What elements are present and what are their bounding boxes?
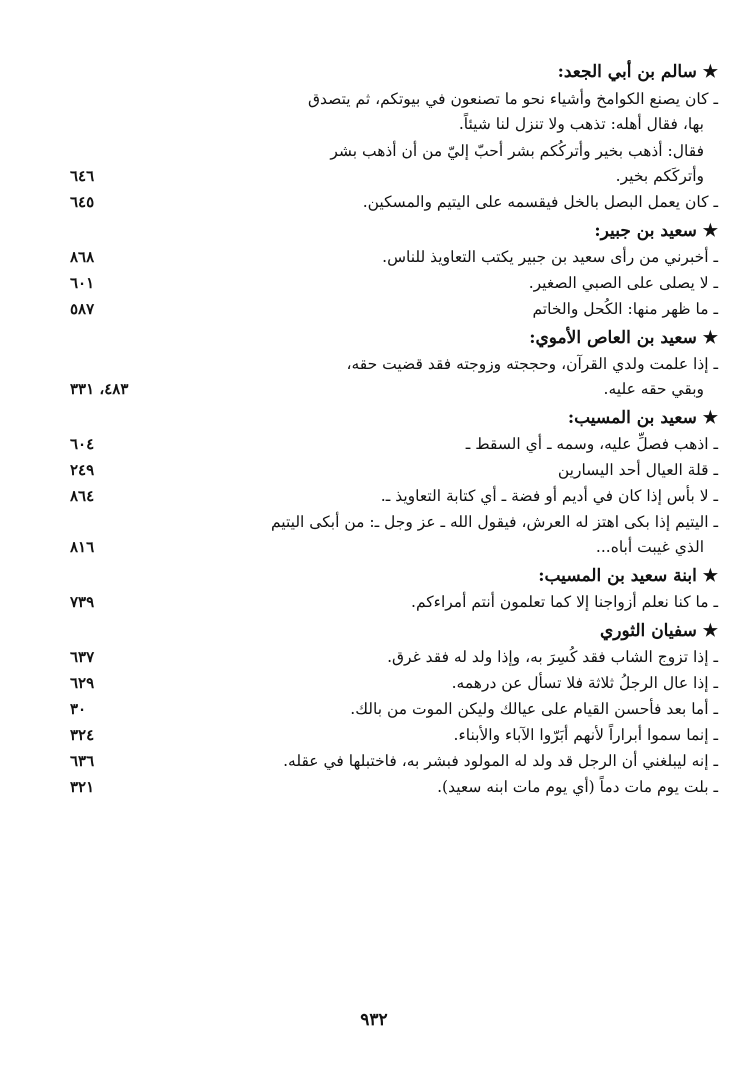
page-reference: ٣٢٤	[70, 726, 95, 744]
index-entry	[40, 673, 718, 693]
entry-text: ـ إنما سموا أبراراً لأنهم أبَرّوا الآباء والأبناء.	[453, 726, 718, 744]
entry-text: بها، فقال أهله: تذهب ولا تنزل لنا شيئاً.	[458, 115, 704, 133]
index-entry	[40, 777, 718, 797]
entry-text: ـ كان يعمل البصل بالخل فيقسمه على اليتيم والمسكين.	[362, 193, 718, 211]
entry-text: ـ إذا علمت ولدي القرآن، وحججته وزوجته فقد قضيت حقه،	[346, 355, 718, 373]
page-reference: ٨٦٨	[70, 248, 95, 266]
entry-text: ـ إذا عال الرجلُ ثلاثة فلا تسأل عن درهمه.	[451, 674, 718, 692]
page-reference: ٣٢١	[70, 778, 95, 796]
entry-text: ـ اليتيم إذا بكى اهتز له العرش، فيقول الله ـ عز وجل ـ: من أبكى اليتيم	[270, 513, 718, 531]
index-entry	[40, 725, 718, 745]
entry-text: الذي غيبت أباه...	[595, 538, 704, 556]
entry-text: ـ ما ظهر منها: الكُحل والخاتم	[532, 300, 718, 318]
entry-text: ـ أما بعد فأحسن القيام على عيالك وليكن الموت من بالك.	[350, 700, 718, 718]
index-entry	[40, 592, 718, 612]
page-number: ٩٣٢	[360, 1010, 388, 1030]
entry-text: ـ بلت يوم مات دماً (أي يوم مات ابنه سعيد).	[437, 778, 718, 796]
entry-text: ـ لا بأس إذا كان في أديم أو فضة ـ أي كتابة التعاويذ ـ.	[380, 487, 718, 505]
entry-text: ـ قلة العيال أحد اليسارين	[557, 461, 718, 479]
page-reference: ٧٣٩	[70, 593, 95, 611]
index-entry	[40, 751, 718, 771]
entry-text: ـ أخبرني من رأى سعيد بن جبير يكتب التعاويذ للناس.	[382, 248, 718, 266]
index-entry	[40, 486, 718, 506]
page-reference: ٦٢٩	[70, 674, 95, 692]
entry-text: وأتركَكم بخير.	[615, 167, 704, 185]
heading-text: ★ سفيان الثوري	[599, 621, 718, 641]
index-entry	[40, 699, 718, 719]
page-reference: ٦٠١	[70, 274, 95, 292]
page-reference: ٦٣٧	[70, 648, 95, 666]
page-reference: ٦٣٦	[70, 752, 95, 770]
page-reference: ٦٤٥	[70, 193, 95, 211]
index-entry	[40, 166, 718, 186]
index-entry	[40, 273, 718, 293]
section-heading	[40, 621, 718, 641]
heading-text: ★ سعيد بن العاص الأموي:	[529, 328, 718, 348]
page-reference: ٨٦٤	[70, 487, 95, 505]
entry-text: ـ إذا تزوج الشاب فقد كُسِرَ به، وإذا ولد له فقد غرق.	[387, 648, 718, 666]
index-entry	[40, 379, 718, 399]
entry-text: ـ لا يصلى على الصبي الصغير.	[528, 274, 718, 292]
index-entry	[40, 512, 718, 532]
page-reference: ٦٤٦	[70, 167, 95, 185]
section-heading	[40, 62, 718, 82]
heading-text: ★ سالم بن أبي الجعد:	[557, 62, 718, 82]
index-entry	[40, 192, 718, 212]
index-entry	[40, 89, 718, 109]
index-entry	[40, 141, 718, 161]
section-heading	[40, 328, 718, 348]
entry-text: ـ كان يصنع الكوامخ وأشياء نحو ما تصنعون في بيوتكم، ثم يتصدق	[308, 90, 718, 108]
index-entries	[40, 62, 718, 797]
entry-text: ـ ما كنا نعلم أزواجنا إلا كما تعلمون أنتم أمراءكم.	[411, 593, 718, 611]
heading-text: ★ سعيد بن جبير:	[594, 221, 718, 241]
section-heading	[40, 566, 718, 586]
index-entry	[40, 247, 718, 267]
entry-text: ـ إنه ليبلغني أن الرجل قد ولد له المولود فبشر به، فاختبلها في عقله.	[283, 752, 718, 770]
index-entry	[40, 460, 718, 480]
index-entry	[40, 299, 718, 319]
index-entry	[40, 434, 718, 454]
entry-text: فقال: أذهب بخير وأتركُكم بشر أحبّ إليّ من أن أذهب بشر	[330, 142, 704, 160]
page-reference: ٨١٦	[70, 538, 95, 556]
heading-text: ★ ابنة سعيد بن المسيب:	[538, 566, 718, 586]
index-entry	[40, 537, 718, 557]
section-heading	[40, 221, 718, 241]
page-reference: ٥٨٧	[70, 300, 95, 318]
entry-text: وبقي حقه عليه.	[603, 380, 704, 398]
page-reference: ٤٨٣، ٣٣١	[70, 380, 129, 398]
entry-text: ـ اذهب فصلِّ عليه، وسمه ـ أي السقط ـ	[465, 435, 718, 453]
index-entry	[40, 354, 718, 374]
heading-text: ★ سعيد بن المسيب:	[567, 408, 718, 428]
index-entry	[40, 647, 718, 667]
page-reference: ٣٠	[70, 700, 87, 718]
section-heading	[40, 408, 718, 428]
page-reference: ٢٤٩	[70, 461, 95, 479]
index-entry	[40, 114, 718, 134]
page-reference: ٦٠٤	[70, 435, 95, 453]
